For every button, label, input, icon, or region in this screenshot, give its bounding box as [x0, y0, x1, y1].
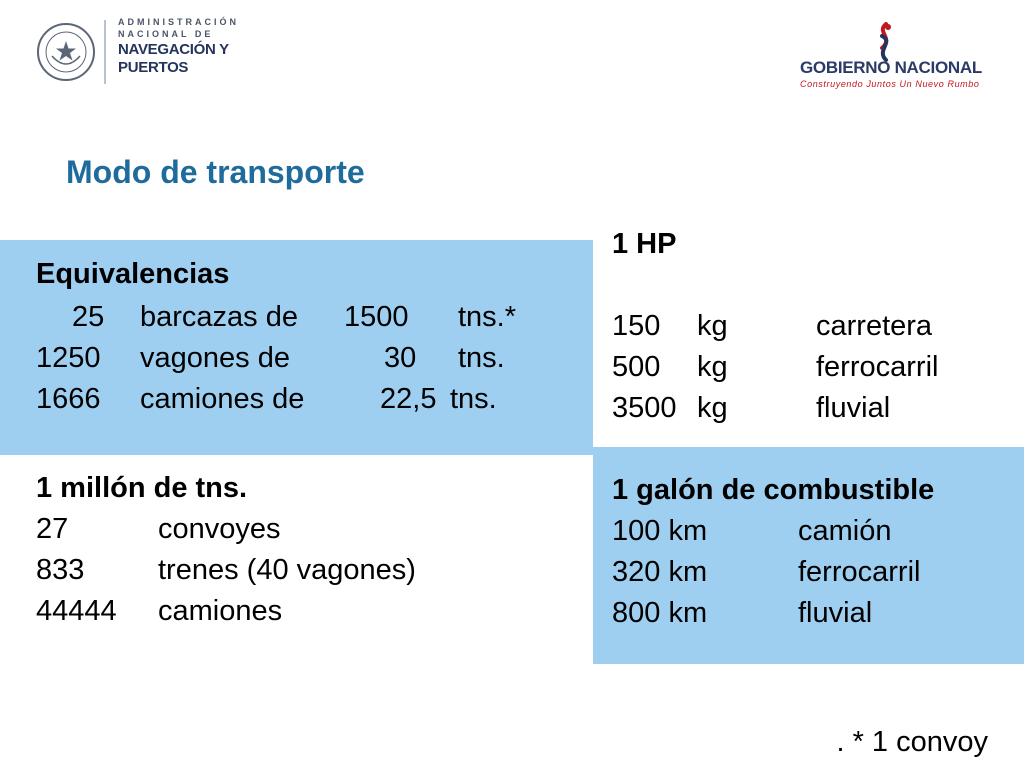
equiv-label: camiones de — [140, 383, 305, 415]
equiv-label: vagones de — [140, 342, 290, 374]
hp-qty: 150 — [612, 310, 661, 342]
galon-mode: camión — [798, 515, 892, 547]
hp-qty: 3500 — [612, 392, 677, 424]
equivalencias-heading: Equivalencias — [36, 258, 230, 290]
org-line-1: ADMINISTRACIÓN — [118, 17, 239, 27]
equiv-unit: tns. — [450, 383, 497, 415]
equiv-label: barcazas de — [140, 301, 298, 333]
hp-qty: 500 — [612, 351, 661, 383]
equiv-amount: 22,5 — [380, 383, 437, 415]
millon-label: camiones — [158, 595, 283, 627]
millon-qty: 44444 — [36, 595, 117, 627]
footnote: . * 1 convoy — [836, 726, 988, 758]
hp-unit: kg — [697, 351, 728, 383]
page-title: Modo de transporte — [66, 154, 365, 190]
millon-label: trenes (40 vagones) — [158, 554, 416, 586]
hp-mode: ferrocarril — [816, 351, 939, 383]
org-line-2: NACIONAL DE — [118, 29, 214, 39]
galon-mode: fluvial — [798, 597, 873, 629]
hp-mode: fluvial — [816, 392, 891, 424]
millon-label: convoyes — [158, 513, 281, 545]
equiv-amount: 1500 — [344, 301, 409, 333]
galon-mode: ferrocarril — [798, 556, 921, 588]
millon-qty: 833 — [36, 554, 85, 586]
national-seal-logo — [36, 22, 96, 82]
equiv-amount: 30 — [384, 342, 417, 374]
hp-unit: kg — [697, 392, 728, 424]
equiv-qty: 1666 — [36, 383, 101, 415]
galon-distance: 800 km — [612, 597, 708, 629]
galon-distance: 320 km — [612, 556, 708, 588]
equiv-qty: 1250 — [36, 342, 101, 374]
millon-qty: 27 — [36, 513, 69, 545]
org-line-4: PUERTOS — [118, 59, 189, 76]
hp-unit: kg — [697, 310, 728, 342]
equiv-qty: 25 — [72, 301, 105, 333]
equiv-unit: tns. — [458, 342, 505, 374]
galon-distance: 100 km — [612, 515, 708, 547]
hp-mode: carretera — [816, 310, 933, 342]
galon-heading: 1 galón de combustible — [612, 474, 935, 506]
government-tagline: Construyendo Juntos Un Nuevo Rumbo — [800, 79, 980, 89]
org-wordmark — [118, 18, 239, 75]
government-name: GOBIERNO NACIONAL — [800, 58, 982, 77]
hp-heading: 1 HP — [612, 228, 677, 260]
org-line-3: NAVEGACIÓN Y — [118, 41, 229, 58]
equiv-unit: tns.* — [458, 301, 517, 333]
government-wordmark — [800, 58, 982, 89]
millon-heading: 1 millón de tns. — [36, 472, 248, 504]
header-divider — [104, 20, 106, 84]
